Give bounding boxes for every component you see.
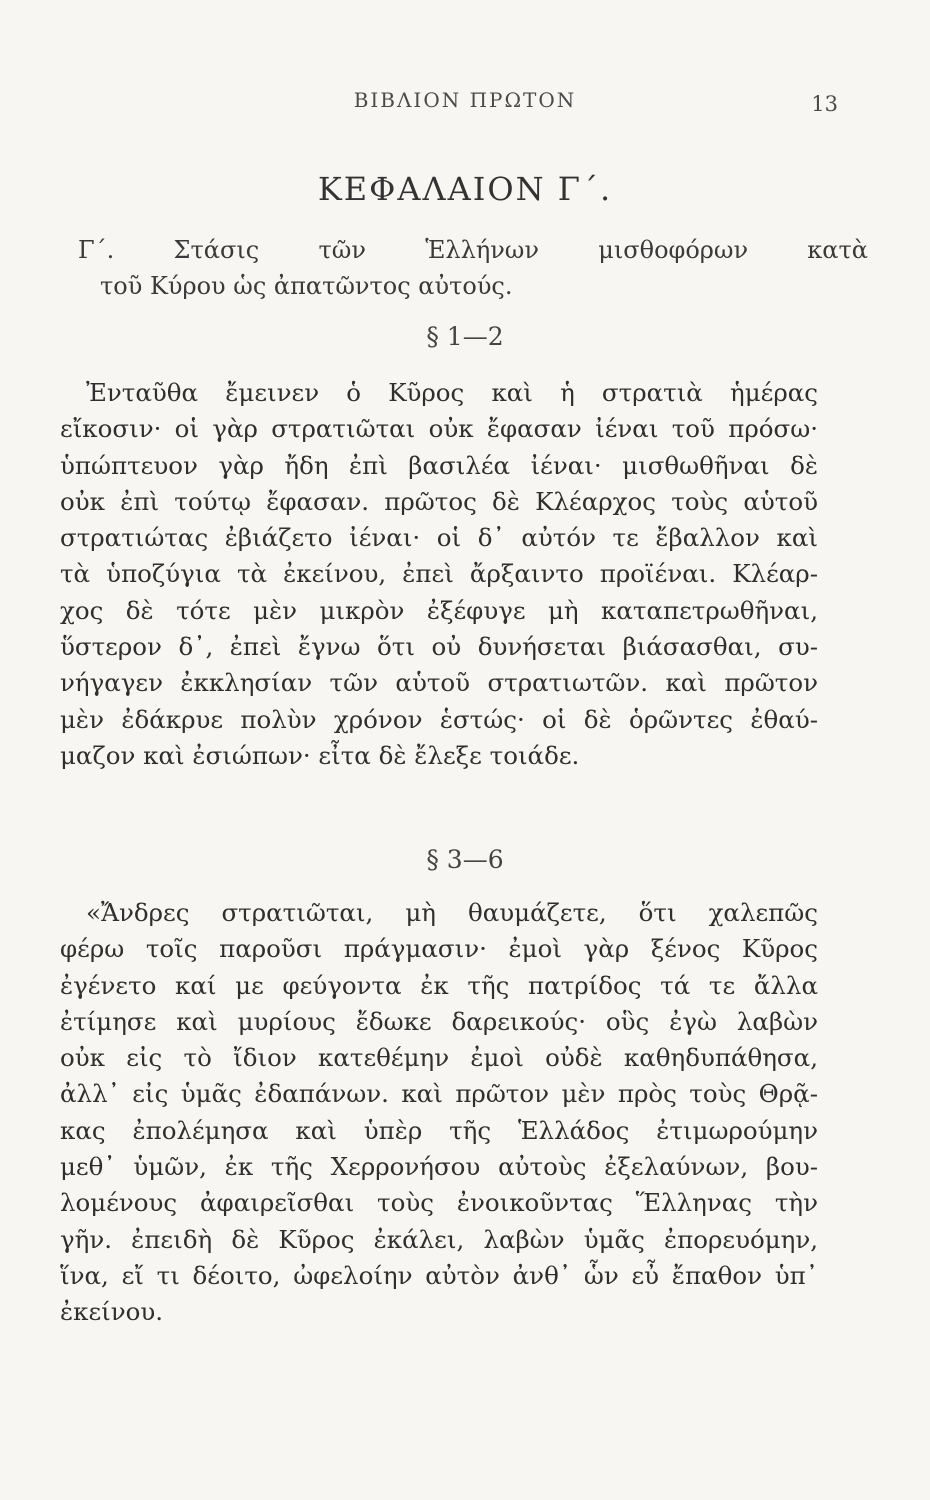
text-line: μὲν ἐδάκρυε πολὺν χρόνον ἑστώς· οἱ δὲ ὁρῶντες ἐθαύ- xyxy=(60,704,818,734)
text-line: ὑπώπτευον γὰρ ἤδη ἐπὶ βασιλέα ἰέναι· μισθωθῆναι δὲ xyxy=(60,450,818,480)
section-mark: § 3—6 xyxy=(426,845,504,874)
text-line: οὐκ ἐπὶ τούτῳ ἔφασαν. πρῶτος δὲ Κλέαρχος τοὺς αὑτοῦ xyxy=(60,486,818,516)
text-line: νήγαγεν ἐκκλησίαν τῶν αὑτοῦ στρατιωτῶν. καὶ πρῶτον xyxy=(60,668,818,698)
text-line: ἐκείνου. xyxy=(60,1297,164,1327)
text-line: γῆν. ἐπειδὴ δὲ Κῦρος ἐκάλει, λαβὼν ὑμᾶς ἐπορευόμην, xyxy=(60,1224,818,1254)
text-line: οὐκ εἰς τὸ ἴδιον κατεθέμην ἐμοὶ οὐδὲ καθηδυπάθησα, xyxy=(60,1043,818,1073)
text-line: ἐγένετο καί με φεύγοντα ἐκ τῆς πατρίδος τά τε ἄλλα xyxy=(60,970,818,1000)
text-line: μεθ᾽ ὑμῶν, ἐκ τῆς Χερρονήσου αὐτοὺς ἐξελαύνων, βου- xyxy=(60,1152,818,1182)
text-line: ἐτίμησε καὶ μυρίους ἔδωκε δαρεικούς· οὓς ἐγὼ λαβὼν xyxy=(60,1006,818,1036)
paragraph-2 xyxy=(60,895,818,1331)
text-line: φέρω τοῖς παροῦσι πράγμασιν· ἐμοὶ γὰρ ξένος Κῦρος xyxy=(60,934,818,964)
chapter-title: ΚΕΦΑΛΑΙΟΝ Γ΄. xyxy=(317,170,613,208)
text-line: χος δὲ τότε μὲν μικρὸν ἐξέφυγε μὴ καταπετρωθῆναι, xyxy=(60,595,818,625)
section-mark: § 1—2 xyxy=(426,322,504,351)
text-line: στρατιώτας ἐβιάζετο ἰέναι· οἱ δ᾽ αὐτόν τε ἔβαλλον καὶ xyxy=(60,523,818,553)
text-line: λομένους ἀφαιρεῖσθαι τοὺς ἐνοικοῦντας Ἕλληνας τὴν xyxy=(60,1188,818,1218)
text-line: εἴκοσιν· οἱ γὰρ στρατιῶται οὐκ ἔφασαν ἰέναι τοῦ πρόσω· xyxy=(60,414,818,444)
text-line: ἵνα, εἴ τι δέοιτο, ὠφελοίην αὐτὸν ἀνθ᾽ ὧν εὖ ἔπαθον ὑπ᾽ xyxy=(60,1260,818,1290)
text-line: μαζον καὶ ἐσιώπων· εἶτα δὲ ἔλεξε τοιάδε. xyxy=(60,740,580,770)
text-line: «Ἄνδρες στρατιῶται, μὴ θαυμάζετε, ὅτι χαλεπῶς xyxy=(86,898,818,927)
text-line: τὰ ὑποζύγια τὰ ἐκείνου, ἐπεὶ ἄρξαιντο προϊέναι. Κλέαρ- xyxy=(60,559,818,589)
text-line: κας ἐπολέμησα καὶ ὑπὲρ τῆς Ἑλλάδος ἐτιμωρούμην xyxy=(60,1115,818,1145)
text-line: Ἐνταῦθα ἔμεινεν ὁ Κῦρος καὶ ἡ στρατιὰ ἡμέρας xyxy=(86,378,818,407)
summary-line: Γ΄. Στάσις τῶν Ἑλλήνων μισθοφόρων κατὰ xyxy=(78,236,868,264)
running-head: ΒΙΒΛΙΟΝ ΠΡΩΤΟΝ xyxy=(353,88,577,112)
paragraph-1 xyxy=(60,375,818,774)
text-line: ἀλλ᾽ εἰς ὑμᾶς ἐδαπάνων. καὶ πρῶτον μὲν πρὸς τοὺς Θρᾷ- xyxy=(60,1079,818,1109)
summary-line: τοῦ Κύρου ὡς ἀπατῶντος αὐτούς. xyxy=(100,272,513,300)
chapter-summary xyxy=(78,232,868,304)
text-line: ὕστερον δ᾽, ἐπεὶ ἔγνω ὅτι οὐ δυνήσεται βιάσασθαι, συ- xyxy=(60,632,818,662)
page-number: 13 xyxy=(811,92,838,116)
